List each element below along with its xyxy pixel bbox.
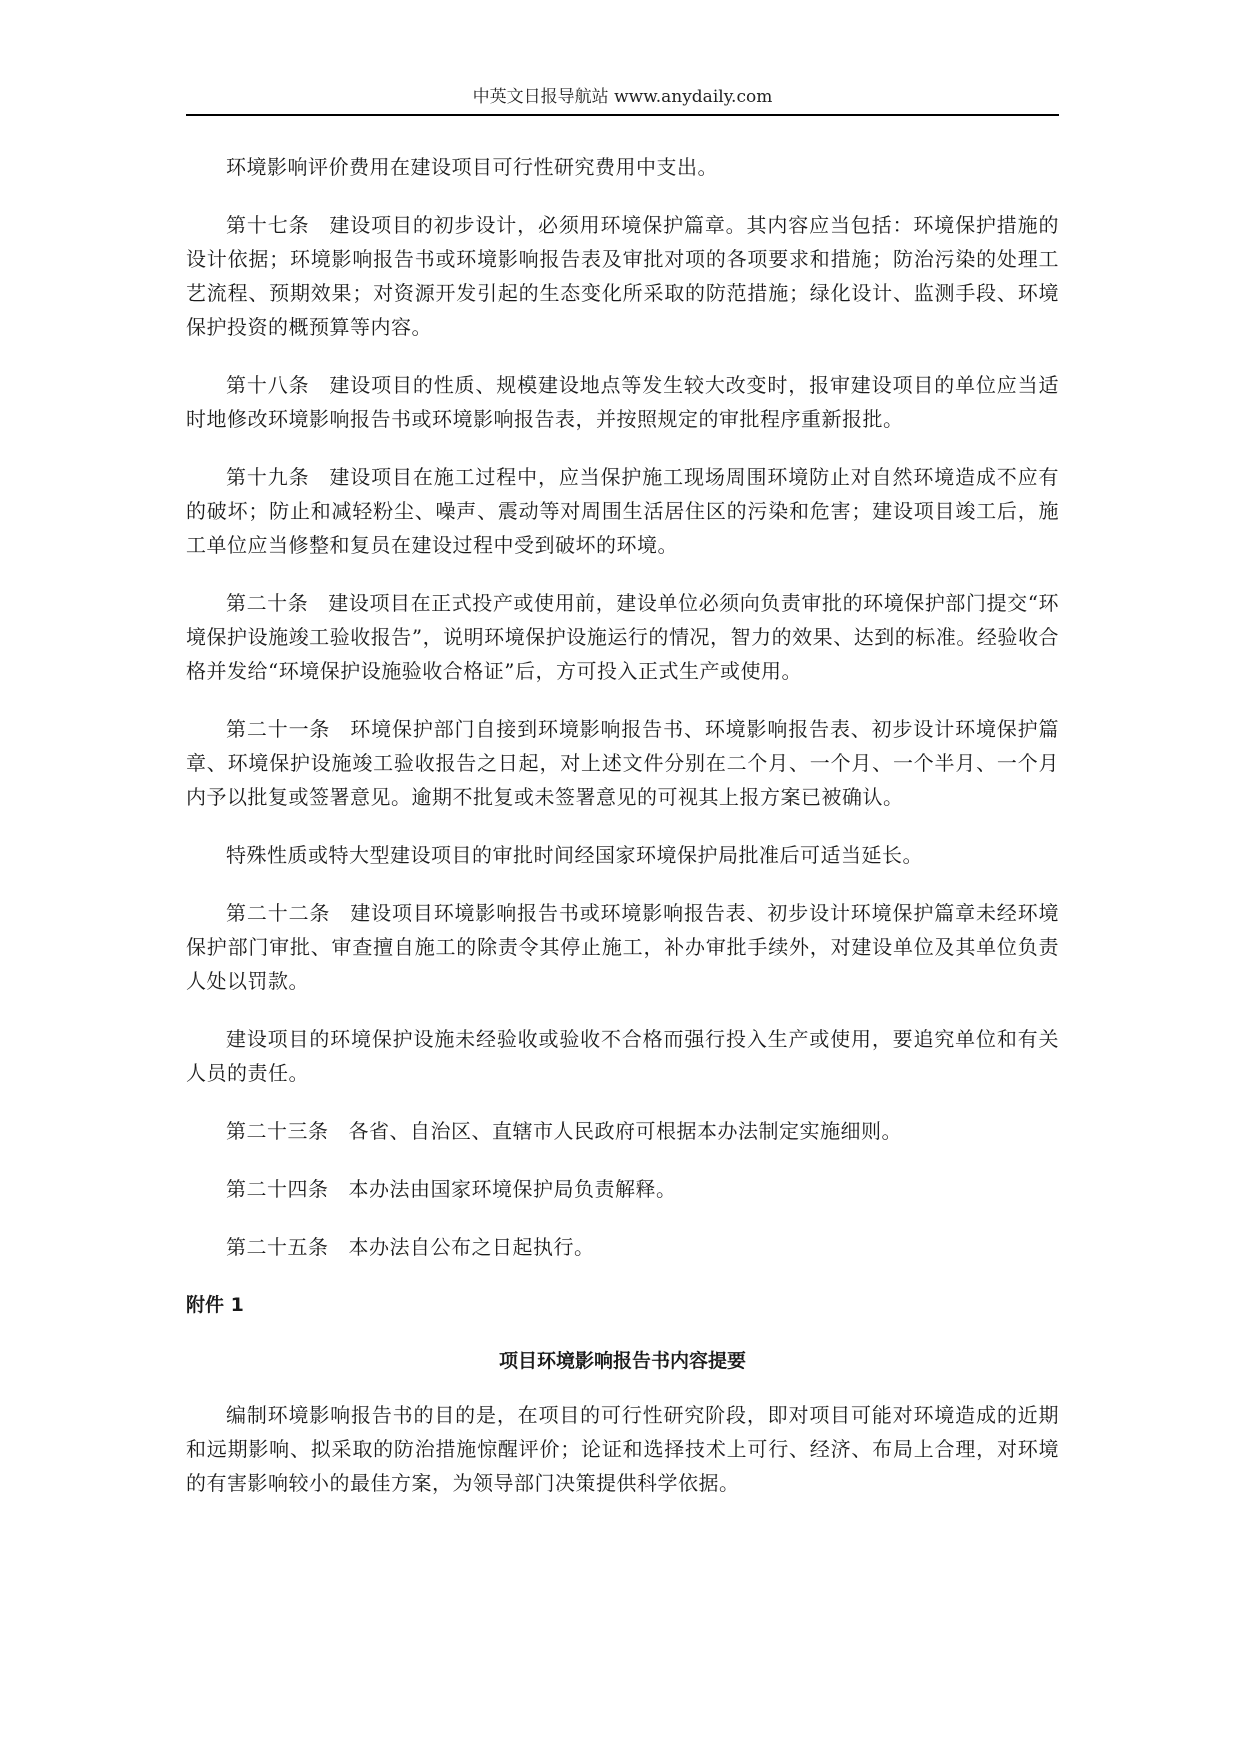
- paragraph: [186, 150, 1059, 184]
- attachment-paragraph: [186, 1398, 1059, 1500]
- article-text: 环境保护部门自接到环境影响报告书、环境影响报告表、初步设计环境保护篇章、环境保护设施竣工验收报告之日起，对上述文件分别在二个月、一个月、一个半月、一个月内予以批复或签署意见。逾期不批复或未签署意见的可视其上报方案已被确认。: [186, 717, 1060, 809]
- article-number: 第十九条: [226, 465, 310, 489]
- header-text: 中英文日报导航站 www.anydaily.com: [472, 87, 773, 107]
- article-24: [186, 1172, 1059, 1206]
- article-17: [186, 208, 1059, 344]
- article-25: [186, 1230, 1059, 1264]
- document-body: [186, 150, 1059, 1524]
- article-text: 建设项目的性质、规模建设地点等发生较大改变时，报审建设项目的单位应当适时地修改环境影响报告书或环境影响报告表，并按照规定的审批程序重新报批。: [186, 373, 1060, 431]
- paragraph-text: 特殊性质或特大型建设项目的审批时间经国家环境保护局批准后可适当延长。: [226, 843, 923, 867]
- article-text: 本办法由国家环境保护局负责解释。: [348, 1177, 677, 1201]
- article-text: 建设项目在正式投产或使用前，建设单位必须向负责审批的环境保护部门提交“环境保护设施竣工验收报告”，说明环境保护设施运行的情况，智力的效果、达到的标准。经验收合格并发给“环境保护设施验收合格证”后，方可投入正式生产或使用。: [186, 591, 1060, 683]
- article-19: [186, 460, 1059, 562]
- page-header: [186, 84, 1059, 116]
- article-number: 第二十二条: [226, 901, 331, 925]
- article-20: [186, 586, 1059, 688]
- article-number: 第二十一条: [226, 717, 331, 741]
- paragraph-text: 建设项目的环境保护设施未经验收或验收不合格而强行投入生产或使用，要追究单位和有关人员的责任。: [186, 1027, 1059, 1085]
- article-text: 建设项目环境影响报告书或环境影响报告表、初步设计环境保护篇章未经环境保护部门审批、审查擅自施工的除责令其停止施工，补办审批手续外，对建设单位及其单位负责人处以罚款。: [186, 901, 1060, 993]
- article-22: [186, 896, 1059, 998]
- attachment-label: 附件 1: [186, 1294, 244, 1316]
- article-text: 建设项目的初步设计，必须用环境保护篇章。其内容应当包括：环境保护措施的设计依据；环境影响报告书或环境影响报告表及审批对项的各项要求和措施；防治污染的处理工艺流程、预期效果；对资源开发引起的生态变化所采取的防范措施；绿化设计、监测手段、环境保护投资的概预算等内容。: [186, 213, 1060, 339]
- attachment-title: 项目环境影响报告书内容提要: [498, 1350, 746, 1372]
- paragraph-text: 编制环境影响报告书的目的是，在项目的可行性研究阶段，即对项目可能对环境造成的近期和远期影响、拟采取的防治措施惊醒评价；论证和选择技术上可行、经济、布局上合理，对环境的有害影响较小的最佳方案，为领导部门决策提供科学依据。: [186, 1403, 1059, 1495]
- paragraph-text: 环境影响评价费用在建设项目可行性研究费用中支出。: [226, 155, 718, 179]
- article-21: [186, 712, 1059, 814]
- paragraph: [186, 1022, 1059, 1090]
- article-number: 第十七条: [226, 213, 310, 237]
- article-18: [186, 368, 1059, 436]
- article-number: 第二十四条: [226, 1177, 329, 1201]
- article-number: 第二十三条: [226, 1119, 329, 1143]
- article-23: [186, 1114, 1059, 1148]
- article-number: 第二十五条: [226, 1235, 329, 1259]
- paragraph: [186, 838, 1059, 872]
- article-text: 各省、自治区、直辖市人民政府可根据本办法制定实施细则。: [348, 1119, 902, 1143]
- article-number: 第二十条: [226, 591, 309, 615]
- article-text: 本办法自公布之日起执行。: [348, 1235, 595, 1259]
- article-text: 建设项目在施工过程中，应当保护施工现场周围环境防止对自然环境造成不应有的破坏；防止和减轻粉尘、噪声、震动等对周围生活居住区的污染和危害；建设项目竣工后，施工单位应当修整和复员在建设过程中受到破坏的环境。: [186, 465, 1060, 557]
- article-number: 第十八条: [226, 373, 310, 397]
